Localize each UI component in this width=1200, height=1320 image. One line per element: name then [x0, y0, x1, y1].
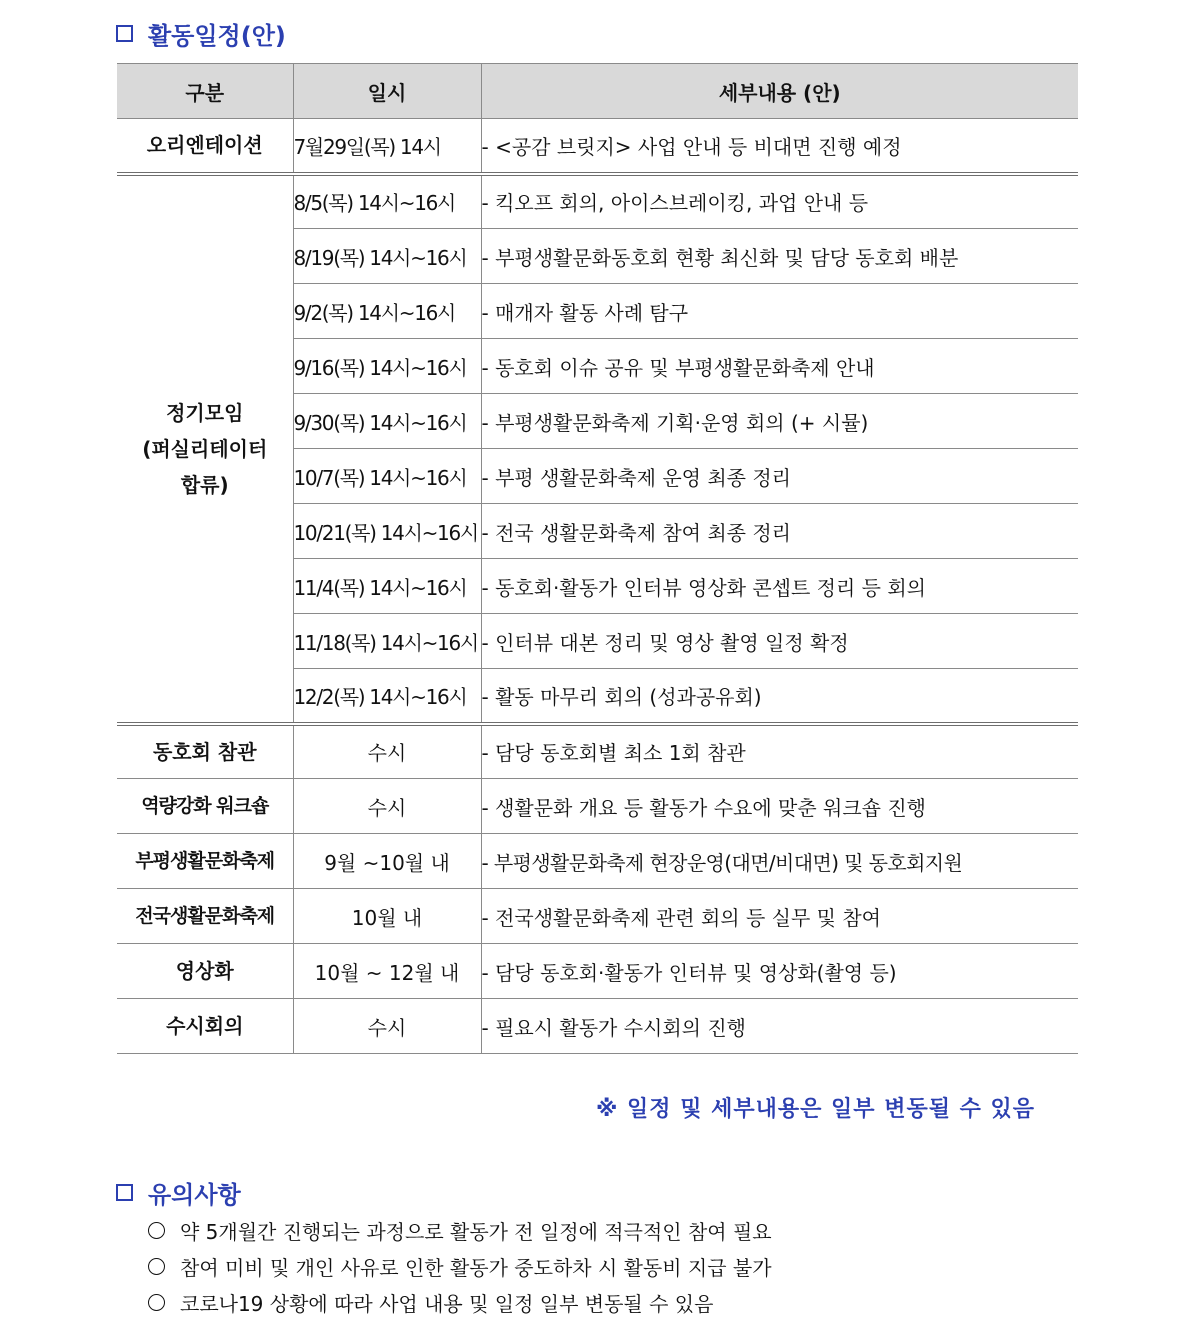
- circle-bullet-icon: [148, 1222, 165, 1239]
- checkbox-square-icon: [116, 25, 133, 42]
- cautions-list: [148, 1212, 772, 1320]
- category-line: 정기모임: [166, 400, 244, 425]
- date-cell: 10월 내: [293, 889, 481, 944]
- detail-cell: - <공감 브릿지> 사업 안내 등 비대면 진행 예정: [481, 119, 1078, 174]
- detail-cell: - 필요시 활동가 수시회의 진행: [481, 999, 1078, 1054]
- table-header-row: [117, 64, 1078, 119]
- date-cell: 7월29일(목) 14시: [293, 119, 481, 174]
- detail-cell: - 동호회 이슈 공유 및 부평생활문화축제 안내: [481, 339, 1078, 394]
- circle-bullet-icon: [148, 1258, 165, 1275]
- date-cell: 9/2(목) 14시~16시: [293, 284, 481, 339]
- category-cell: 역량강화 워크숍: [117, 779, 293, 834]
- date-cell: 11/18(목) 14시~16시: [293, 614, 481, 669]
- schedule-section-title: [116, 16, 286, 51]
- checkbox-square-icon: [116, 1184, 133, 1201]
- date-cell: 11/4(목) 14시~16시: [293, 559, 481, 614]
- category-cell: 수시회의: [117, 999, 293, 1054]
- detail-cell: - 전국생활문화축제 관련 회의 등 실무 및 참여: [481, 889, 1078, 944]
- category-cell: 전국생활문화축제: [117, 889, 293, 944]
- schedule-change-notice: ※ 일정 및 세부내용은 일부 변동될 수 있음: [596, 1097, 1036, 1122]
- date-cell: 10/7(목) 14시~16시: [293, 449, 481, 504]
- schedule-table: [117, 63, 1078, 1054]
- caution-text: 코로나19 상황에 따라 사업 내용 및 일정 일부 변동될 수 있음: [180, 1291, 714, 1316]
- date-cell: 12/2(목) 14시~16시: [293, 669, 481, 724]
- detail-cell: - 킥오프 회의, 아이스브레이킹, 과업 안내 등: [481, 174, 1078, 229]
- table-row: [117, 944, 1078, 999]
- list-item: [148, 1248, 772, 1284]
- caution-text: 참여 미비 및 개인 사유로 인한 활동가 중도하차 시 활동비 지급 불가: [180, 1255, 772, 1280]
- category-cell: 영상화: [117, 944, 293, 999]
- table-row: [117, 999, 1078, 1054]
- circle-bullet-icon: [148, 1294, 165, 1311]
- date-cell: 8/19(목) 14시~16시: [293, 229, 481, 284]
- detail-cell: - 매개자 활동 사례 탐구: [481, 284, 1078, 339]
- date-cell: 9/16(목) 14시~16시: [293, 339, 481, 394]
- category-line: 합류): [180, 472, 229, 497]
- table-row: [117, 779, 1078, 834]
- date-cell: 수시: [293, 999, 481, 1054]
- list-item: [148, 1284, 772, 1320]
- table-row: [117, 724, 1078, 779]
- detail-cell: - 활동 마무리 회의 (성과공유회): [481, 669, 1078, 724]
- detail-cell: - 전국 생활문화축제 참여 최종 정리: [481, 504, 1078, 559]
- category-cell: 동호회 참관: [117, 724, 293, 779]
- detail-cell: - 담당 동호회별 최소 1회 참관: [481, 724, 1078, 779]
- table-row: [117, 834, 1078, 889]
- header-detail: 세부내용 (안): [481, 64, 1078, 119]
- category-cell: 오리엔테이션: [117, 119, 293, 174]
- detail-cell: - 부평생활문화축제 기획·운영 회의 (+ 시뮬): [481, 394, 1078, 449]
- detail-cell: - 부평생활문화동호회 현황 최신화 및 담당 동호회 배분: [481, 229, 1078, 284]
- detail-cell: - 인터뷰 대본 정리 및 영상 촬영 일정 확정: [481, 614, 1078, 669]
- list-item: [148, 1212, 772, 1248]
- table-row: [117, 174, 1078, 229]
- cautions-title-text: 유의사항: [148, 1181, 241, 1209]
- detail-cell: - 담당 동호회·활동가 인터뷰 및 영상화(촬영 등): [481, 944, 1078, 999]
- date-cell: 수시: [293, 779, 481, 834]
- date-cell: 10/21(목) 14시~16시: [293, 504, 481, 559]
- date-cell: 수시: [293, 724, 481, 779]
- date-cell: 10월 ~ 12월 내: [293, 944, 481, 999]
- detail-cell: - 생활문화 개요 등 활동가 수요에 맞춘 워크숍 진행: [481, 779, 1078, 834]
- date-cell: 9/30(목) 14시~16시: [293, 394, 481, 449]
- date-cell: 8/5(목) 14시~16시: [293, 174, 481, 229]
- table-row: [117, 889, 1078, 944]
- schedule-title-text: 활동일정(안): [148, 22, 286, 50]
- header-category: 구분: [117, 64, 293, 119]
- caution-text: 약 5개월간 진행되는 과정으로 활동가 전 일정에 적극적인 참여 필요: [180, 1219, 772, 1244]
- detail-cell: - 부평생활문화축제 현장운영(대면/비대면) 및 동호회지원: [481, 834, 1078, 889]
- category-cell-regular: [117, 174, 293, 724]
- cautions-section-title: [116, 1175, 241, 1210]
- category-line: (퍼실리테이터: [142, 436, 268, 461]
- table-row: [117, 119, 1078, 174]
- detail-cell: - 동호회·활동가 인터뷰 영상화 콘셉트 정리 등 회의: [481, 559, 1078, 614]
- date-cell: 9월 ~10월 내: [293, 834, 481, 889]
- detail-cell: - 부평 생활문화축제 운영 최종 정리: [481, 449, 1078, 504]
- category-cell: 부평생활문화축제: [117, 834, 293, 889]
- header-date: 일시: [293, 64, 481, 119]
